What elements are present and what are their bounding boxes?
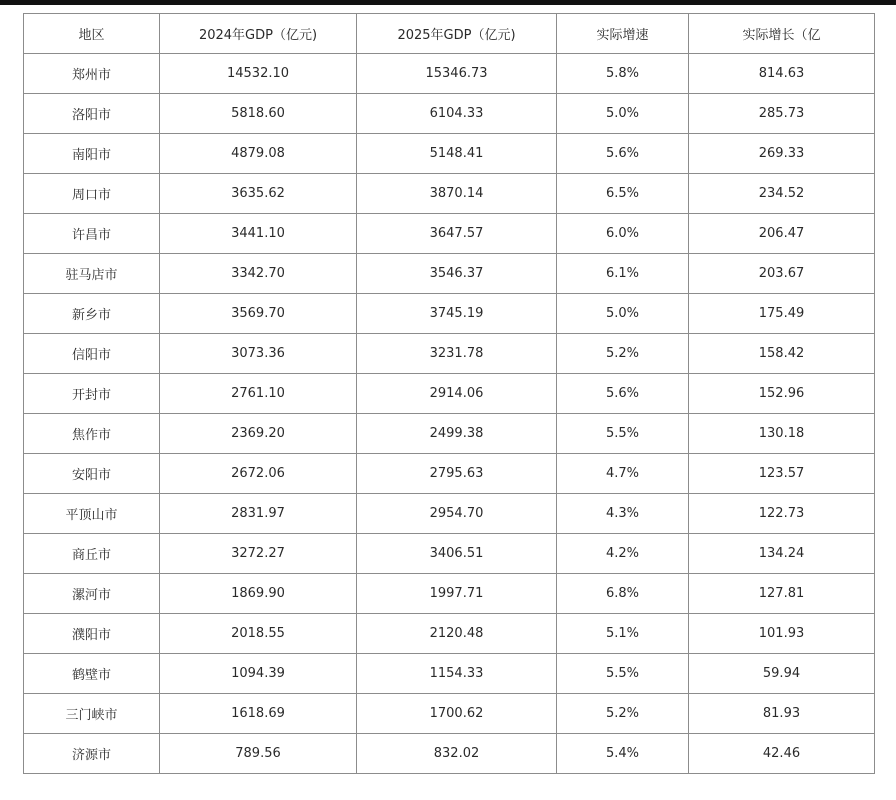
table-row xyxy=(24,574,875,614)
header-gdp-2025: 2025年GDP（亿元) xyxy=(357,14,557,54)
cell-growth-amount: 101.93 xyxy=(689,614,875,654)
cell-gdp-2025: 6104.33 xyxy=(357,94,557,134)
cell-region: 商丘市 xyxy=(24,534,160,574)
table-row xyxy=(24,254,875,294)
cell-gdp-2025: 2499.38 xyxy=(357,414,557,454)
table-row xyxy=(24,414,875,454)
cell-growth-rate: 6.1% xyxy=(557,254,689,294)
table-row xyxy=(24,614,875,654)
header-growth-amount: 实际增长（亿 xyxy=(689,14,875,54)
table-row xyxy=(24,334,875,374)
cell-growth-rate: 5.0% xyxy=(557,294,689,334)
cell-growth-amount: 81.93 xyxy=(689,694,875,734)
cell-growth-amount: 134.24 xyxy=(689,534,875,574)
cell-region: 许昌市 xyxy=(24,214,160,254)
cell-growth-rate: 6.5% xyxy=(557,174,689,214)
table-row xyxy=(24,454,875,494)
cell-growth-amount: 123.57 xyxy=(689,454,875,494)
cell-growth-amount: 175.49 xyxy=(689,294,875,334)
cell-region: 开封市 xyxy=(24,374,160,414)
cell-growth-rate: 5.5% xyxy=(557,414,689,454)
cell-gdp-2025: 3647.57 xyxy=(357,214,557,254)
cell-region: 济源市 xyxy=(24,734,160,774)
cell-gdp-2025: 2954.70 xyxy=(357,494,557,534)
cell-growth-rate: 4.2% xyxy=(557,534,689,574)
cell-growth-rate: 5.5% xyxy=(557,654,689,694)
table-row xyxy=(24,134,875,174)
cell-growth-rate: 5.4% xyxy=(557,734,689,774)
cell-gdp-2024: 2018.55 xyxy=(160,614,357,654)
cell-region: 漯河市 xyxy=(24,574,160,614)
cell-gdp-2024: 3272.27 xyxy=(160,534,357,574)
table-row xyxy=(24,694,875,734)
cell-gdp-2024: 3441.10 xyxy=(160,214,357,254)
table-body xyxy=(24,54,875,774)
cell-gdp-2024: 2672.06 xyxy=(160,454,357,494)
cell-growth-rate: 5.2% xyxy=(557,334,689,374)
cell-region: 南阳市 xyxy=(24,134,160,174)
cell-gdp-2024: 1094.39 xyxy=(160,654,357,694)
cell-region: 信阳市 xyxy=(24,334,160,374)
cell-gdp-2024: 789.56 xyxy=(160,734,357,774)
cell-region: 濮阳市 xyxy=(24,614,160,654)
table-row xyxy=(24,734,875,774)
cell-growth-rate: 4.3% xyxy=(557,494,689,534)
cell-gdp-2025: 15346.73 xyxy=(357,54,557,94)
cell-growth-rate: 5.8% xyxy=(557,54,689,94)
gdp-table xyxy=(23,13,875,774)
cell-gdp-2025: 1700.62 xyxy=(357,694,557,734)
table-row xyxy=(24,494,875,534)
cell-growth-rate: 5.6% xyxy=(557,134,689,174)
cell-growth-rate: 6.8% xyxy=(557,574,689,614)
cell-gdp-2024: 3635.62 xyxy=(160,174,357,214)
cell-growth-rate: 5.0% xyxy=(557,94,689,134)
cell-gdp-2024: 14532.10 xyxy=(160,54,357,94)
cell-gdp-2024: 3342.70 xyxy=(160,254,357,294)
cell-gdp-2024: 2831.97 xyxy=(160,494,357,534)
cell-gdp-2024: 1618.69 xyxy=(160,694,357,734)
cell-gdp-2025: 2795.63 xyxy=(357,454,557,494)
cell-gdp-2025: 1154.33 xyxy=(357,654,557,694)
top-border-bar xyxy=(0,0,896,5)
cell-region: 三门峡市 xyxy=(24,694,160,734)
cell-growth-amount: 206.47 xyxy=(689,214,875,254)
cell-gdp-2025: 3406.51 xyxy=(357,534,557,574)
cell-growth-amount: 122.73 xyxy=(689,494,875,534)
header-region: 地区 xyxy=(24,14,160,54)
cell-growth-rate: 5.1% xyxy=(557,614,689,654)
cell-gdp-2024: 2761.10 xyxy=(160,374,357,414)
cell-growth-rate: 5.2% xyxy=(557,694,689,734)
cell-region: 平顶山市 xyxy=(24,494,160,534)
table-row xyxy=(24,94,875,134)
cell-region: 安阳市 xyxy=(24,454,160,494)
table-row xyxy=(24,374,875,414)
cell-region: 新乡市 xyxy=(24,294,160,334)
cell-region: 鹤壁市 xyxy=(24,654,160,694)
header-gdp-2024: 2024年GDP（亿元) xyxy=(160,14,357,54)
cell-growth-amount: 42.46 xyxy=(689,734,875,774)
cell-growth-rate: 4.7% xyxy=(557,454,689,494)
cell-growth-amount: 152.96 xyxy=(689,374,875,414)
cell-gdp-2025: 2120.48 xyxy=(357,614,557,654)
cell-gdp-2025: 3546.37 xyxy=(357,254,557,294)
cell-region: 焦作市 xyxy=(24,414,160,454)
table-row xyxy=(24,294,875,334)
cell-gdp-2024: 5818.60 xyxy=(160,94,357,134)
header-row xyxy=(24,14,875,54)
cell-gdp-2025: 2914.06 xyxy=(357,374,557,414)
cell-growth-amount: 814.63 xyxy=(689,54,875,94)
cell-region: 驻马店市 xyxy=(24,254,160,294)
cell-gdp-2024: 2369.20 xyxy=(160,414,357,454)
cell-growth-amount: 234.52 xyxy=(689,174,875,214)
cell-region: 周口市 xyxy=(24,174,160,214)
cell-gdp-2025: 832.02 xyxy=(357,734,557,774)
cell-gdp-2025: 3745.19 xyxy=(357,294,557,334)
cell-gdp-2024: 1869.90 xyxy=(160,574,357,614)
cell-growth-rate: 6.0% xyxy=(557,214,689,254)
cell-growth-amount: 127.81 xyxy=(689,574,875,614)
cell-growth-amount: 130.18 xyxy=(689,414,875,454)
cell-growth-amount: 269.33 xyxy=(689,134,875,174)
cell-gdp-2024: 3569.70 xyxy=(160,294,357,334)
table-row xyxy=(24,654,875,694)
cell-gdp-2025: 5148.41 xyxy=(357,134,557,174)
cell-gdp-2025: 3231.78 xyxy=(357,334,557,374)
table-row xyxy=(24,214,875,254)
cell-growth-amount: 59.94 xyxy=(689,654,875,694)
header-growth-rate: 实际增速 xyxy=(557,14,689,54)
cell-growth-rate: 5.6% xyxy=(557,374,689,414)
table-row xyxy=(24,54,875,94)
cell-gdp-2025: 1997.71 xyxy=(357,574,557,614)
cell-growth-amount: 203.67 xyxy=(689,254,875,294)
table-row xyxy=(24,534,875,574)
cell-gdp-2025: 3870.14 xyxy=(357,174,557,214)
cell-gdp-2024: 4879.08 xyxy=(160,134,357,174)
cell-growth-amount: 158.42 xyxy=(689,334,875,374)
cell-growth-amount: 285.73 xyxy=(689,94,875,134)
cell-region: 郑州市 xyxy=(24,54,160,94)
cell-region: 洛阳市 xyxy=(24,94,160,134)
cell-gdp-2024: 3073.36 xyxy=(160,334,357,374)
table-row xyxy=(24,174,875,214)
